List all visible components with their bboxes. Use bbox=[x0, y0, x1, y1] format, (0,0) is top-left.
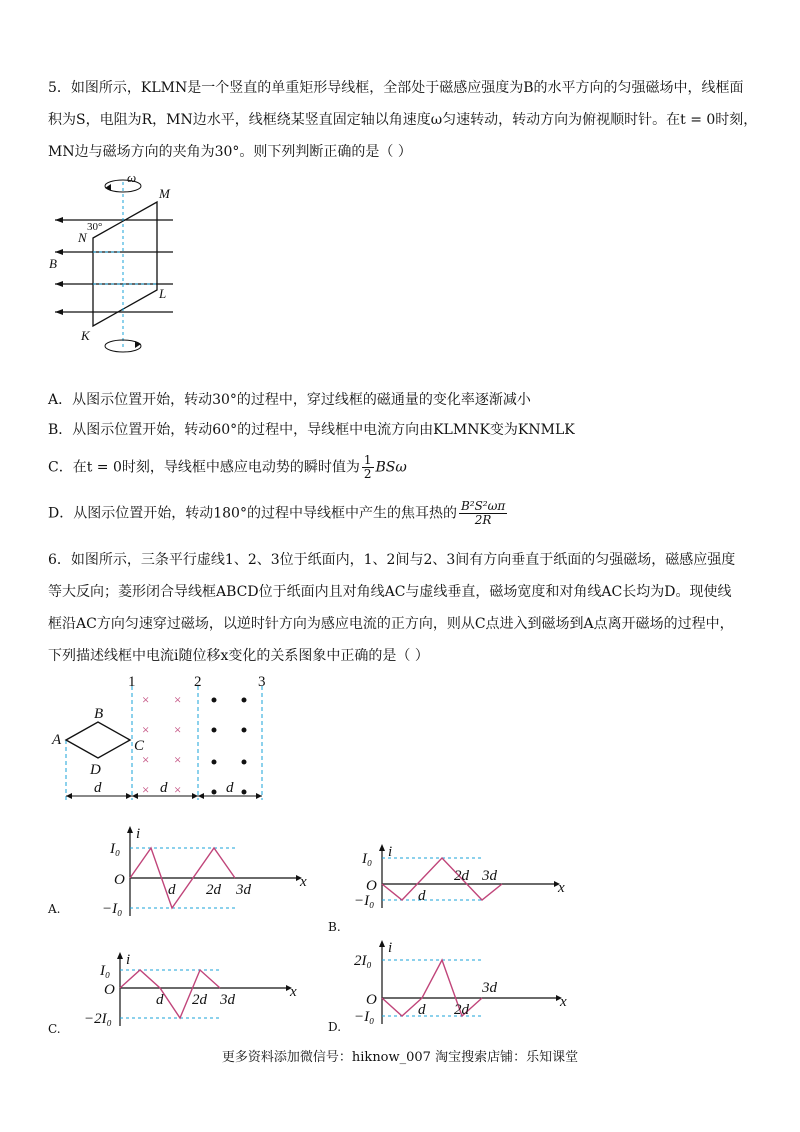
graph-option-label: A. bbox=[48, 902, 61, 916]
q5-line1: 5．如图所示，KLMN是一个竖直的单重矩形导线框，全部处于磁感应强度为B的水平方向的匀强磁场中，线框面 bbox=[48, 80, 744, 96]
i-top-label: I₀ bbox=[362, 851, 373, 867]
label-K: K bbox=[81, 328, 90, 343]
cross-mark: × bbox=[142, 692, 150, 707]
tick-2d: 2d bbox=[454, 868, 469, 884]
cross-mark: × bbox=[174, 722, 182, 737]
tick-2d: 2d bbox=[206, 882, 221, 898]
q5-option-d-text: D．从图示位置开始，转动180°的过程中导线框中产生的焦耳热的 bbox=[48, 505, 457, 522]
vertex-A: A bbox=[52, 732, 62, 748]
axis-x-label: x bbox=[560, 994, 567, 1010]
label-L: L bbox=[159, 286, 167, 301]
origin-label: O bbox=[366, 992, 377, 1008]
line-1-label: 1 bbox=[128, 674, 136, 690]
q6-line2: 等大反向；菱形闭合导线框ABCD位于纸面内且对角线AC与虚线垂直，磁场宽度和对角线AC长均为D。现使线 bbox=[48, 584, 732, 600]
tick-3d: 3d bbox=[220, 992, 235, 1008]
fraction-half: $\frac{1}{2}$ bbox=[363, 453, 372, 481]
i-bottom-label: −I₀ bbox=[354, 1009, 375, 1025]
cross-mark: × bbox=[174, 752, 182, 767]
tick-d: d bbox=[168, 882, 176, 898]
vertex-C: C bbox=[134, 738, 145, 754]
tick-3d: 3d bbox=[482, 980, 497, 996]
graph-option-label: D. bbox=[328, 1020, 342, 1034]
q6-line4: 下列描述线框中电流i随位移x变化的关系图象中正确的是（ ） bbox=[48, 648, 429, 664]
cross-mark: × bbox=[174, 692, 182, 707]
cross-mark: × bbox=[174, 782, 182, 797]
label-angle: 30° bbox=[87, 221, 103, 233]
label-N: N bbox=[78, 230, 87, 245]
footer: 更多资料添加微信号：hiknow_007 淘宝搜索店铺：乐知课堂 bbox=[221, 1050, 579, 1065]
axis-i-label: i bbox=[126, 952, 131, 968]
axis-x-label: x bbox=[300, 874, 307, 890]
label-B: B bbox=[49, 256, 57, 271]
q5-figure bbox=[45, 172, 195, 357]
q5-option-c bbox=[48, 454, 407, 481]
q5-option-b: B．从图示位置开始，转动60°的过程中，导线框中电流方向由KLMNK变为KNMLK bbox=[48, 422, 575, 438]
cross-mark: × bbox=[142, 722, 150, 737]
axis-i-label: i bbox=[388, 940, 393, 956]
width-d: d bbox=[94, 780, 102, 796]
q5-option-c-text: C．在t = 0时刻，导线框中感应电动势的瞬时值为 bbox=[48, 459, 360, 476]
q5-option-a: A．从图示位置开始，转动30°的过程中，穿过线框的磁通量的变化率逐渐减小 bbox=[48, 392, 531, 408]
i-bottom-label: −I₀ bbox=[354, 893, 375, 909]
q5-line3: MN边与磁场方向的夹角为30°。则下列判断正确的是（ ） bbox=[48, 144, 412, 160]
tick-d: d bbox=[418, 1002, 426, 1018]
q5-line2: 积为S，电阻为R，MN边水平，线框绕某竖直固定轴以角速度ω匀速转动，转动方向为俯视顺时针。在t = 0时刻， bbox=[48, 112, 758, 128]
axis-x-label: x bbox=[558, 880, 565, 896]
axis-i-label: i bbox=[388, 844, 393, 860]
origin-label: O bbox=[104, 982, 115, 998]
label-M: M bbox=[159, 186, 170, 201]
q6-figure bbox=[48, 672, 278, 804]
q6-line3: 框沿AC方向匀速穿过磁场，以逆时针方向为感应电流的正方向，则从C点进入到磁场到A点离开磁场的过程中， bbox=[48, 616, 734, 632]
graph-a bbox=[48, 826, 308, 936]
tick-d: d bbox=[418, 888, 426, 904]
origin-label: O bbox=[366, 878, 377, 894]
cross-mark: × bbox=[142, 752, 150, 767]
tick-3d: 3d bbox=[236, 882, 251, 898]
q6-line1: 6．如图所示，三条平行虚线1、2、3位于纸面内，1、2间与2、3间有方向垂直于纸面的匀强磁场，磁感应强度 bbox=[48, 552, 736, 568]
width-d: d bbox=[226, 780, 234, 796]
axis-i-label: i bbox=[136, 826, 141, 842]
width-d: d bbox=[160, 780, 168, 796]
tick-2d: 2d bbox=[192, 992, 207, 1008]
omega-label: ω bbox=[127, 170, 137, 185]
tick-3d: 3d bbox=[482, 868, 497, 884]
cross-mark: × bbox=[142, 782, 150, 797]
q5-option-c-expr: BSω bbox=[375, 459, 407, 476]
vertex-B: B bbox=[94, 706, 104, 722]
origin-label: O bbox=[114, 872, 125, 888]
i-top-label: I₀ bbox=[110, 841, 121, 857]
i-top-label: 2I₀ bbox=[354, 953, 372, 969]
i-top-label: I₀ bbox=[100, 963, 111, 979]
i-bottom-label: −2I₀ bbox=[84, 1011, 112, 1027]
line-2-label: 2 bbox=[194, 674, 202, 690]
axis-x-label: x bbox=[290, 984, 297, 1000]
tick-d: d bbox=[156, 992, 164, 1008]
graph-b bbox=[328, 844, 588, 954]
fraction-heat: $\frac{\text{B²S²ωπ}}{2R}$ bbox=[460, 499, 506, 527]
q5-option-d bbox=[48, 500, 509, 527]
vertex-D: D bbox=[90, 762, 101, 778]
graph-option-label: B. bbox=[328, 920, 341, 934]
graph-option-label: C. bbox=[48, 1022, 61, 1036]
tick-2d: 2d bbox=[454, 1002, 469, 1018]
line-3-label: 3 bbox=[258, 674, 266, 690]
graph-d bbox=[328, 940, 588, 1050]
i-bottom-label: −I₀ bbox=[102, 901, 123, 917]
